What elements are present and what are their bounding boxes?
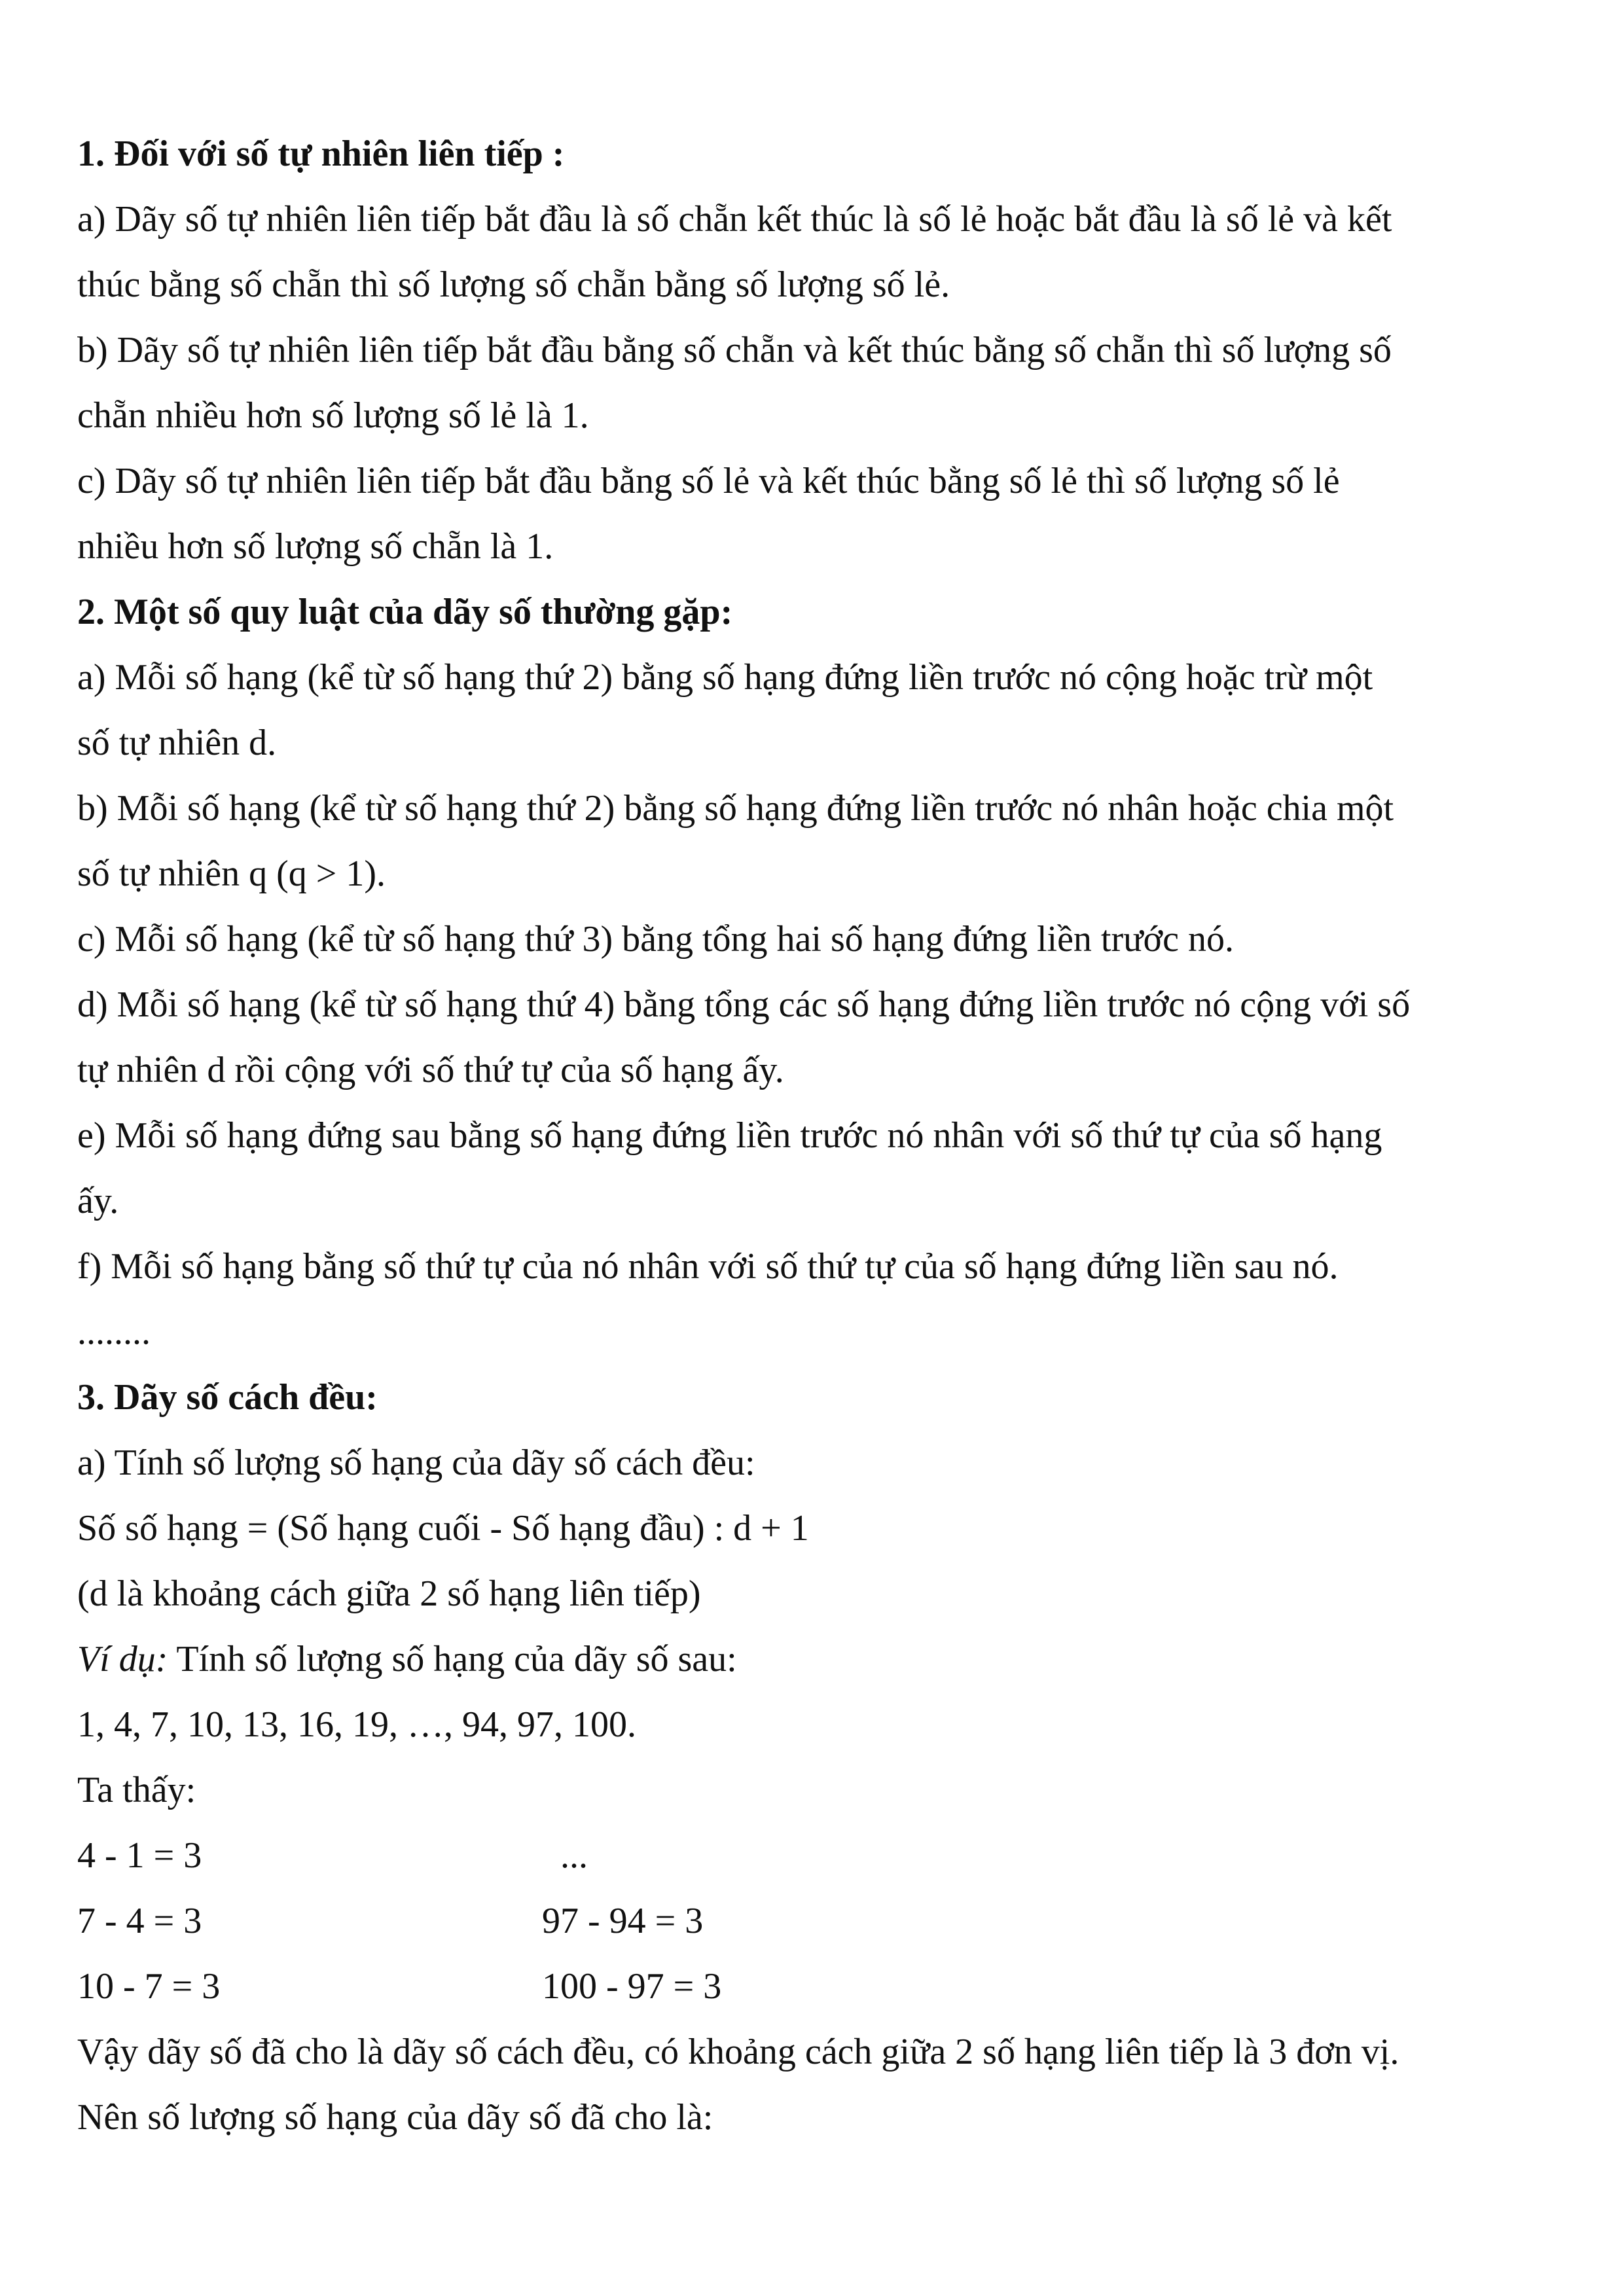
difference-left-2: 7 - 4 = 3 [77,1901,202,1941]
section-2-b-line-2: số tự nhiên q (q > 1). [77,853,386,894]
section-2-d-line-2: tự nhiên d rồi cộng với số thứ tự của số hạng ấy. [77,1050,784,1090]
section-2-b-line-1: b) Mỗi số hạng (kể từ số hạng thứ 2) bằng số hạng đứng liền trước nó nhân hoặc chia một [77,788,1394,829]
difference-right-3: 100 - 97 = 3 [542,1966,722,2007]
section-1-c-line-1: c) Dãy số tự nhiên liên tiếp bắt đầu bằng số lẻ và kết thúc bằng số lẻ thì số lượng số lẻ [77,461,1340,501]
section-3-a-line-1: a) Tính số lượng số hạng của dãy số cách đều: [77,1443,755,1483]
result-intro-line: Nên số lượng số hạng của dãy số đã cho là: [77,2097,713,2138]
section-2-ellipsis: ........ [77,1312,151,1352]
section-1-heading: 1. Đối với số tự nhiên liên tiếp : [77,134,565,174]
difference-left-3: 10 - 7 = 3 [77,1966,221,2007]
example-label: Ví dụ: [77,1639,168,1679]
observation-label: Ta thấy: [77,1770,196,1810]
section-1-a-line-2: thúc bằng số chẵn thì số lượng số chẵn bằng số lượng số lẻ. [77,264,950,305]
section-2-e-line-1: e) Mỗi số hạng đứng sau bằng số hạng đứng liền trước nó nhân với số thứ tự của số hạng [77,1115,1382,1156]
section-1-a-line-1: a) Dãy số tự nhiên liên tiếp bắt đầu là số chẵn kết thúc là số lẻ hoặc bắt đầu là số lẻ và kết [77,199,1392,240]
section-2-f-line-1: f) Mỗi số hạng bằng số thứ tự của nó nhân với số thứ tự của số hạng đứng liền sau nó. [77,1246,1339,1287]
conclusion-line: Vậy dãy số đã cho là dãy số cách đều, có khoảng cách giữa 2 số hạng liên tiếp là 3 đơn vị. [77,2032,1399,2072]
section-2-c-line-1: c) Mỗi số hạng (kể từ số hạng thứ 3) bằng tổng hai số hạng đứng liền trước nó. [77,919,1234,960]
example-line [77,1626,737,1692]
difference-left-1: 4 - 1 = 3 [77,1835,202,1876]
difference-right-2: 97 - 94 = 3 [542,1901,704,1941]
section-3-heading: 3. Dãy số cách đều: [77,1377,378,1418]
section-2-a-line-2: số tự nhiên d. [77,723,277,763]
section-1-b-line-2: chẵn nhiều hơn số lượng số lẻ là 1. [77,395,589,436]
section-1-b-line-1: b) Dãy số tự nhiên liên tiếp bắt đầu bằng số chẵn và kết thúc bằng số chẵn thì số lượng số [77,330,1392,370]
section-1-c-line-2: nhiều hơn số lượng số chẵn là 1. [77,526,554,567]
section-2-e-line-2: ấy. [77,1181,119,1221]
formula-line: Số số hạng = (Số hạng cuối - Số hạng đầu) : d + 1 [77,1508,809,1549]
difference-right-ellipsis: ... [560,1835,588,1876]
section-2-a-line-1: a) Mỗi số hạng (kể từ số hạng thứ 2) bằng số hạng đứng liền trước nó cộng hoặc trừ một [77,657,1373,698]
example-text: Tính số lượng số hạng của dãy số sau: [168,1639,737,1679]
section-2-heading: 2. Một số quy luật của dãy số thường gặp: [77,592,733,632]
formula-note: (d là khoảng cách giữa 2 số hạng liên tiếp) [77,1573,701,1614]
sequence-line: 1, 4, 7, 10, 13, 16, 19, …, 94, 97, 100. [77,1704,636,1745]
section-2-d-line-1: d) Mỗi số hạng (kể từ số hạng thứ 4) bằng tổng các số hạng đứng liền trước nó cộng với số [77,984,1411,1025]
